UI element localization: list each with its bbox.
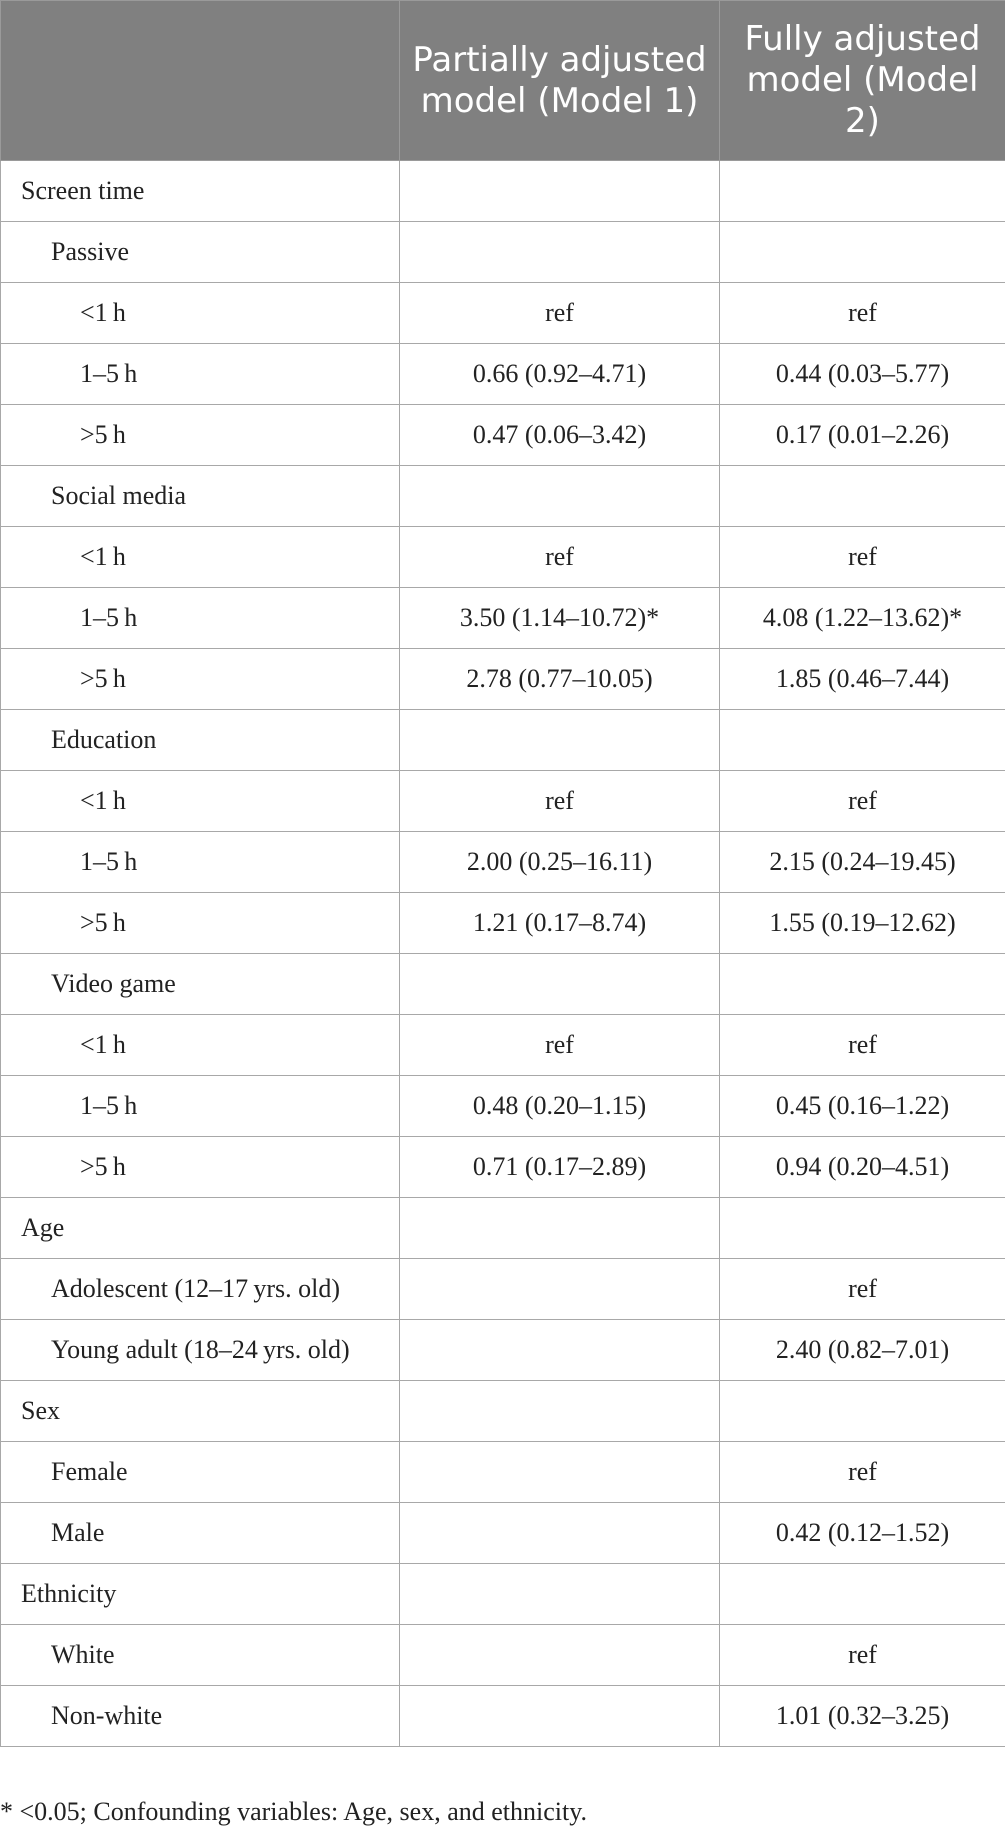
table-row: [1, 222, 1005, 283]
row-label: Female: [1, 1442, 400, 1503]
table-row: [1, 405, 1005, 466]
table-row: [1, 954, 1005, 1015]
model-2-value: 1.85 (0.46–7.44): [720, 649, 1005, 710]
table-row: [1, 1076, 1005, 1137]
row-label: Social media: [1, 466, 400, 527]
table-row: [1, 1320, 1005, 1381]
row-label: Education: [1, 710, 400, 771]
row-label: <1 h: [1, 527, 400, 588]
model-1-value: ref: [400, 1015, 720, 1076]
header-row: [1, 1, 1005, 161]
model-1-value: [400, 1320, 720, 1381]
model-1-value: [400, 222, 720, 283]
row-label: Passive: [1, 222, 400, 283]
model-2-value: [720, 1564, 1005, 1625]
row-label: Adolescent (12–17 yrs. old): [1, 1259, 400, 1320]
table-row: [1, 832, 1005, 893]
model-1-value: ref: [400, 771, 720, 832]
row-label: >5 h: [1, 649, 400, 710]
model-1-value: 0.48 (0.20–1.15): [400, 1076, 720, 1137]
model-1-value: [400, 1686, 720, 1747]
model-2-value: 2.40 (0.82–7.01): [720, 1320, 1005, 1381]
table-row: [1, 1259, 1005, 1320]
model-2-value: [720, 1198, 1005, 1259]
table-row: [1, 466, 1005, 527]
model-1-value: [400, 161, 720, 222]
table-row: [1, 161, 1005, 222]
row-label: >5 h: [1, 405, 400, 466]
table-row: [1, 1442, 1005, 1503]
table-row: [1, 1381, 1005, 1442]
model-1-value: [400, 1259, 720, 1320]
row-label: >5 h: [1, 893, 400, 954]
model-1-value: [400, 1198, 720, 1259]
model-1-value: 0.66 (0.92–4.71): [400, 344, 720, 405]
row-label: >5 h: [1, 1137, 400, 1198]
row-label: 1–5 h: [1, 344, 400, 405]
model-2-value: 0.44 (0.03–5.77): [720, 344, 1005, 405]
row-label: Ethnicity: [1, 1564, 400, 1625]
row-label: <1 h: [1, 283, 400, 344]
row-label: Male: [1, 1503, 400, 1564]
model-2-value: ref: [720, 1442, 1005, 1503]
model-1-value: 2.78 (0.77–10.05): [400, 649, 720, 710]
model-1-value: [400, 1442, 720, 1503]
row-label: 1–5 h: [1, 588, 400, 649]
table-row: [1, 1686, 1005, 1747]
model-2-value: [720, 222, 1005, 283]
model-2-value: [720, 954, 1005, 1015]
model-2-value: 1.01 (0.32–3.25): [720, 1686, 1005, 1747]
row-label: White: [1, 1625, 400, 1686]
model-2-value: 2.15 (0.24–19.45): [720, 832, 1005, 893]
header-model-2: Fully adjusted model (Model 2): [720, 1, 1005, 161]
model-1-value: 0.71 (0.17–2.89): [400, 1137, 720, 1198]
row-label: Video game: [1, 954, 400, 1015]
row-label: 1–5 h: [1, 1076, 400, 1137]
table-row: [1, 588, 1005, 649]
model-2-value: 0.17 (0.01–2.26): [720, 405, 1005, 466]
model-2-value: ref: [720, 283, 1005, 344]
table-footnote: * <0.05; Confounding variables: Age, sex, and ethnicity.: [0, 1797, 588, 1826]
table-row: [1, 771, 1005, 832]
model-2-value: 0.94 (0.20–4.51): [720, 1137, 1005, 1198]
model-1-value: [400, 1625, 720, 1686]
table-row: [1, 1015, 1005, 1076]
table-row: [1, 649, 1005, 710]
model-1-value: 3.50 (1.14–10.72)*: [400, 588, 720, 649]
table-row: [1, 893, 1005, 954]
row-label: Screen time: [1, 161, 400, 222]
model-2-value: ref: [720, 1259, 1005, 1320]
row-label: <1 h: [1, 1015, 400, 1076]
model-2-value: 0.45 (0.16–1.22): [720, 1076, 1005, 1137]
model-1-value: 0.47 (0.06–3.42): [400, 405, 720, 466]
row-label: <1 h: [1, 771, 400, 832]
table-row: [1, 1137, 1005, 1198]
table-row: [1, 527, 1005, 588]
table-row: [1, 1564, 1005, 1625]
row-label: Young adult (18–24 yrs. old): [1, 1320, 400, 1381]
model-1-value: 2.00 (0.25–16.11): [400, 832, 720, 893]
model-1-value: [400, 954, 720, 1015]
header-variable: [1, 1, 400, 161]
model-2-value: [720, 466, 1005, 527]
model-2-value: [720, 1381, 1005, 1442]
model-2-value: 0.42 (0.12–1.52): [720, 1503, 1005, 1564]
model-1-value: ref: [400, 283, 720, 344]
model-1-value: [400, 710, 720, 771]
row-label: Non-white: [1, 1686, 400, 1747]
table-row: [1, 283, 1005, 344]
table-row: [1, 1503, 1005, 1564]
model-1-value: 1.21 (0.17–8.74): [400, 893, 720, 954]
table-row: [1, 344, 1005, 405]
model-2-value: [720, 161, 1005, 222]
row-label: Sex: [1, 1381, 400, 1442]
row-label: 1–5 h: [1, 832, 400, 893]
model-1-value: [400, 466, 720, 527]
model-2-value: ref: [720, 1015, 1005, 1076]
model-1-value: ref: [400, 527, 720, 588]
model-1-value: [400, 1564, 720, 1625]
table-row: [1, 1198, 1005, 1259]
header-model-1: Partially adjusted model (Model 1): [400, 1, 720, 161]
model-2-value: 1.55 (0.19–12.62): [720, 893, 1005, 954]
table-row: [1, 1625, 1005, 1686]
model-2-value: ref: [720, 1625, 1005, 1686]
model-2-value: [720, 710, 1005, 771]
model-1-value: [400, 1381, 720, 1442]
model-2-value: 4.08 (1.22–13.62)*: [720, 588, 1005, 649]
model-2-value: ref: [720, 527, 1005, 588]
model-1-value: [400, 1503, 720, 1564]
table-row: [1, 710, 1005, 771]
model-2-value: ref: [720, 771, 1005, 832]
row-label: Age: [1, 1198, 400, 1259]
